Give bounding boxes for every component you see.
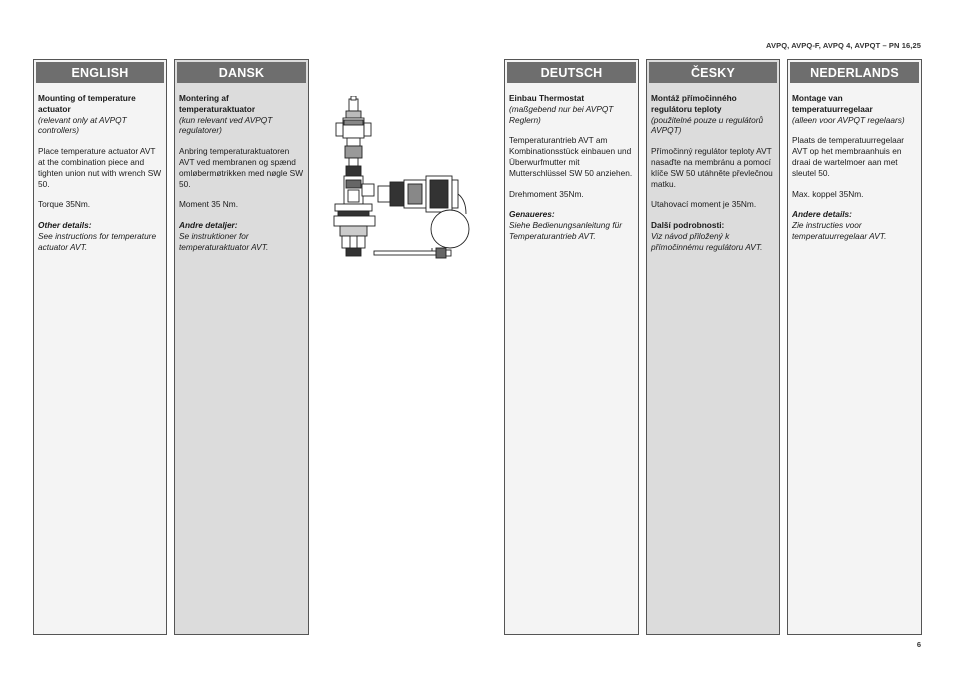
details-label: Genaueres:	[509, 209, 555, 220]
torque-text: Drehmoment 35Nm.	[509, 188, 584, 199]
section-title: Montage van temperatuurregelaar	[792, 93, 873, 114]
section-subtitle: (kun relevant ved AVPQT regulatorer)	[179, 114, 273, 136]
details-label: Další podrobnosti:	[651, 220, 725, 231]
instruction-text: Přímočinný regulátor teploty AVT nasaďte na membránu a pomocí klíče SW 50 utáhněte převlečnou matku.	[651, 146, 773, 189]
details-label: Other details:	[38, 220, 92, 231]
column-nederlands	[787, 59, 922, 635]
section-subtitle: (použitelné pouze u regulátorů AVPQT)	[651, 114, 764, 136]
column-dansk	[174, 59, 309, 635]
column-heading: DEUTSCH	[507, 62, 636, 83]
instruction-text: Temperaturantrieb AVT am Kombinationsstück einbauen und Überwurfmutter mit Mutterschlüssel SW 50 anziehen.	[509, 135, 633, 178]
details-text: Zie instructies voor temperatuurregelaar AVT.	[792, 220, 887, 241]
section-title: Einbau Thermostat	[509, 93, 585, 103]
section-subtitle: (maßgebend nur bei AVPQT Reglern)	[509, 103, 614, 125]
product-line-header: AVPQ, AVPQ-F, AVPQ 4, AVPQT – PN 16,25	[766, 41, 921, 50]
instruction-text: Anbring temperaturaktuatoren AVT ved membranen og spænd omløbermøtrikken med nøgle SW 50.	[179, 146, 304, 189]
details-text: Se instruktioner for temperaturaktuator AVT.	[179, 230, 269, 252]
page-number: 6	[916, 640, 921, 649]
details-text: See instructions for temperature actuator AVT.	[38, 230, 157, 252]
details-text: Siehe Bedienungsanleitung für Temperaturantrieb AVT.	[509, 220, 623, 241]
details-text: Viz návod přiložený k přímočinnému regulátoru AVT.	[651, 230, 763, 252]
column-heading: ČESKY	[649, 62, 777, 83]
torque-text: Moment 35 Nm.	[179, 199, 239, 210]
column-heading: DANSK	[177, 62, 306, 83]
torque-text: Utahovací moment je 35Nm.	[651, 199, 757, 210]
section-subtitle: (alleen voor AVPQT regelaars)	[792, 114, 905, 125]
instruction-text: Plaats de temperatuurregelaar AVT op het membraanhuis en draai de wartelmoer aan met sleutel 50.	[792, 135, 905, 178]
details-label: Andere details:	[792, 209, 852, 220]
section-title: Mounting of temperature actuator	[38, 93, 136, 114]
column-cesky	[646, 59, 780, 635]
section-title: Montering af temperaturaktuator	[179, 93, 256, 114]
torque-text: Torque 35Nm.	[38, 199, 91, 210]
column-deutsch	[504, 59, 639, 635]
details-label: Andre detaljer:	[179, 220, 238, 231]
section-title: Montáž přímočinného regulátoru teploty	[651, 93, 737, 114]
column-heading: ENGLISH	[36, 62, 164, 83]
column-heading: NEDERLANDS	[790, 62, 919, 83]
column-english	[33, 59, 167, 635]
torque-text: Max. koppel 35Nm.	[792, 188, 864, 199]
section-subtitle: (relevant only at AVPQT controllers)	[38, 114, 127, 136]
actuator-mounting-illustration	[332, 96, 472, 261]
instruction-text: Place temperature actuator AVT at the combination piece and tighten union nut with wrench SW 50.	[38, 146, 162, 189]
